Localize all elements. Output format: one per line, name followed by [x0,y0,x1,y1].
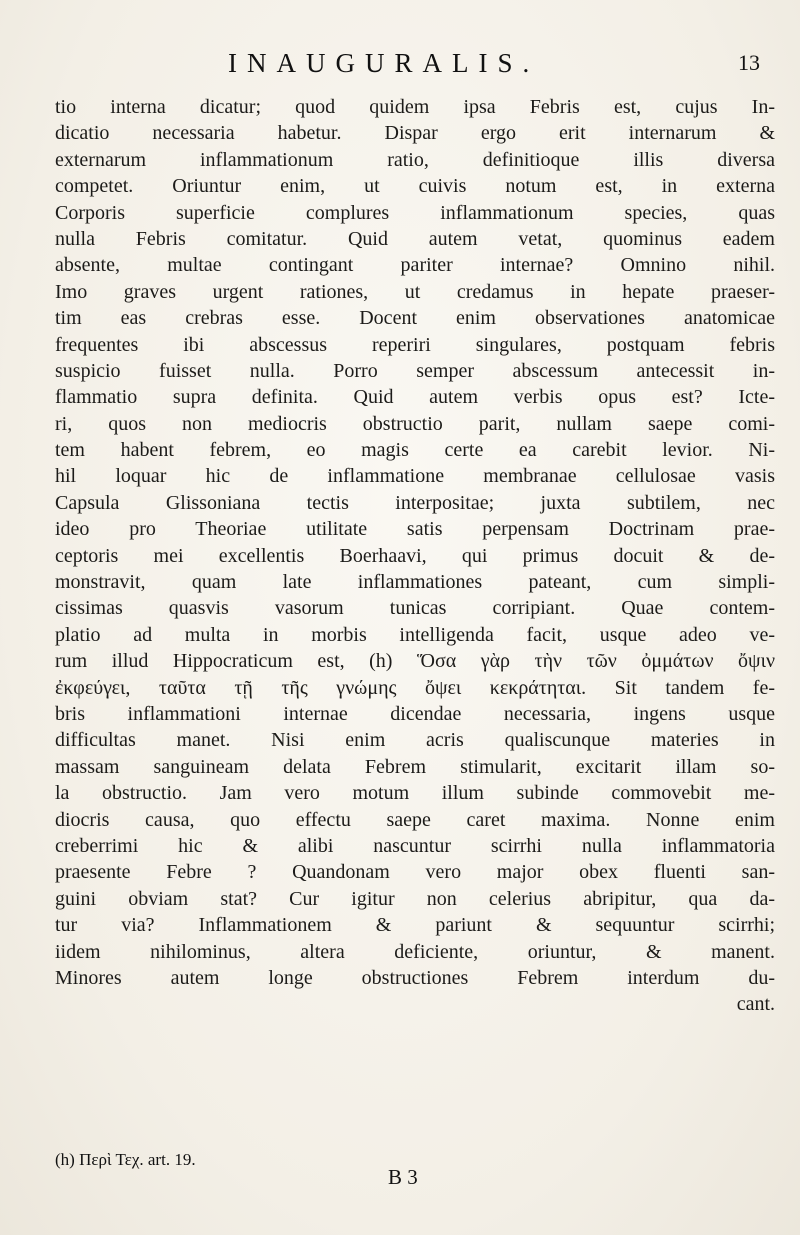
text-line: platio ad multa in morbis intelligenda facit, usque adeo ve- [55,623,775,646]
running-title: INAUGURALIS. [228,48,540,78]
text-line: ἐκφεύγει, ταῦτα τῇ τῆς γνώμης ὄψει κεκράτηται. Sit tandem fe- [55,676,775,699]
text-line: dicatio necessaria habetur. Dispar ergo erit internarum & [55,122,775,145]
text-line: absente, multae contingant pariter internae? Omnino nihil. [55,254,775,277]
signature-mark: B 3 [388,1165,418,1189]
text-line: Capsula Glissoniana tectis interpositae; juxta subtilem, nec [55,491,775,514]
text-line: Corporis superficie complures inflammationum species, quas [55,201,775,224]
catchword: cant. [736,993,775,1016]
text-line: rum illud Hippocraticum est, (h) Ὅσα γὰρ τὴν τῶν ὀμμάτων ὄψιν [55,650,775,673]
text-line: difficultas manet. Nisi enim acris qualiscunque materies in [55,729,775,752]
text-line: frequentes ibi abscessus reperiri singulares, postquam febris [55,333,775,356]
text-line: tur via? Inflammationem & pariunt & sequuntur scirrhi; [55,914,775,937]
text-line: monstravit, quam late inflammationes pateant, cum simpli- [55,571,775,594]
text-line: massam sanguineam delata Febrem stimularit, excitarit illam so- [55,755,775,778]
text-line: hil loquar hic de inflammatione membranae cellulosae vasis [55,465,775,488]
text-line: iidem nihilominus, altera deficiente, oriuntur, & manent. [55,940,775,963]
text-line: cissimas quasvis vasorum tunicas corripiant. Quae contem- [55,597,775,620]
text-line: tem habent febrem, eo magis certe ea carebit levior. Ni- [55,439,775,462]
text-line: competet. Oriuntur enim, ut cuivis notum est, in externa [55,175,775,198]
text-line: bris inflammationi internae dicendae necessaria, ingens usque [55,702,775,725]
text-line: la obstructio. Jam vero motum illum subinde commovebit me- [55,782,775,805]
text-line: externarum inflammationum ratio, definitioque illis diversa [55,148,775,171]
body-text [55,94,775,1018]
text-line: Minores autem longe obstructiones Febrem interdum du- [55,966,775,989]
page-number: 13 [738,50,760,75]
text-line: tim eas crebras esse. Docent enim observationes anatomicae [55,307,775,330]
text-line: praesente Febre ? Quandonam vero major obex fluenti san- [55,861,775,884]
text-line: flammatio supra definita. Quid autem verbis opus est? Icte- [55,386,775,409]
text-line: nulla Febris comitatur. Quid autem vetat, quominus eadem [55,227,775,250]
text-line: tio interna dicatur; quod quidem ipsa Febris est, cujus In- [55,96,775,118]
text-line: Imo graves urgent rationes, ut credamus in hepate praeser- [55,280,775,303]
footnote: (h) Περὶ Τεχ. art. 19. [55,1150,196,1169]
text-line: ri, quos non mediocris obstructio parit, nullam saepe comi- [55,412,775,435]
text-line: guini obviam stat? Cur igitur non celerius abripitur, qua da- [55,887,775,910]
text-line: suspicio fuisset nulla. Porro semper abscessum antecessit in- [55,359,775,382]
text-line: diocris causa, quo effectu saepe caret maxima. Nonne enim [55,808,775,831]
text-line: ceptoris mei excellentis Boerhaavi, qui primus docuit & de- [55,544,775,567]
text-line: ideo pro Theoriae utilitate satis perpensam Doctrinam prae- [55,518,775,541]
text-line: creberrimi hic & alibi nascuntur scirrhi nulla inflammatoria [55,834,775,857]
